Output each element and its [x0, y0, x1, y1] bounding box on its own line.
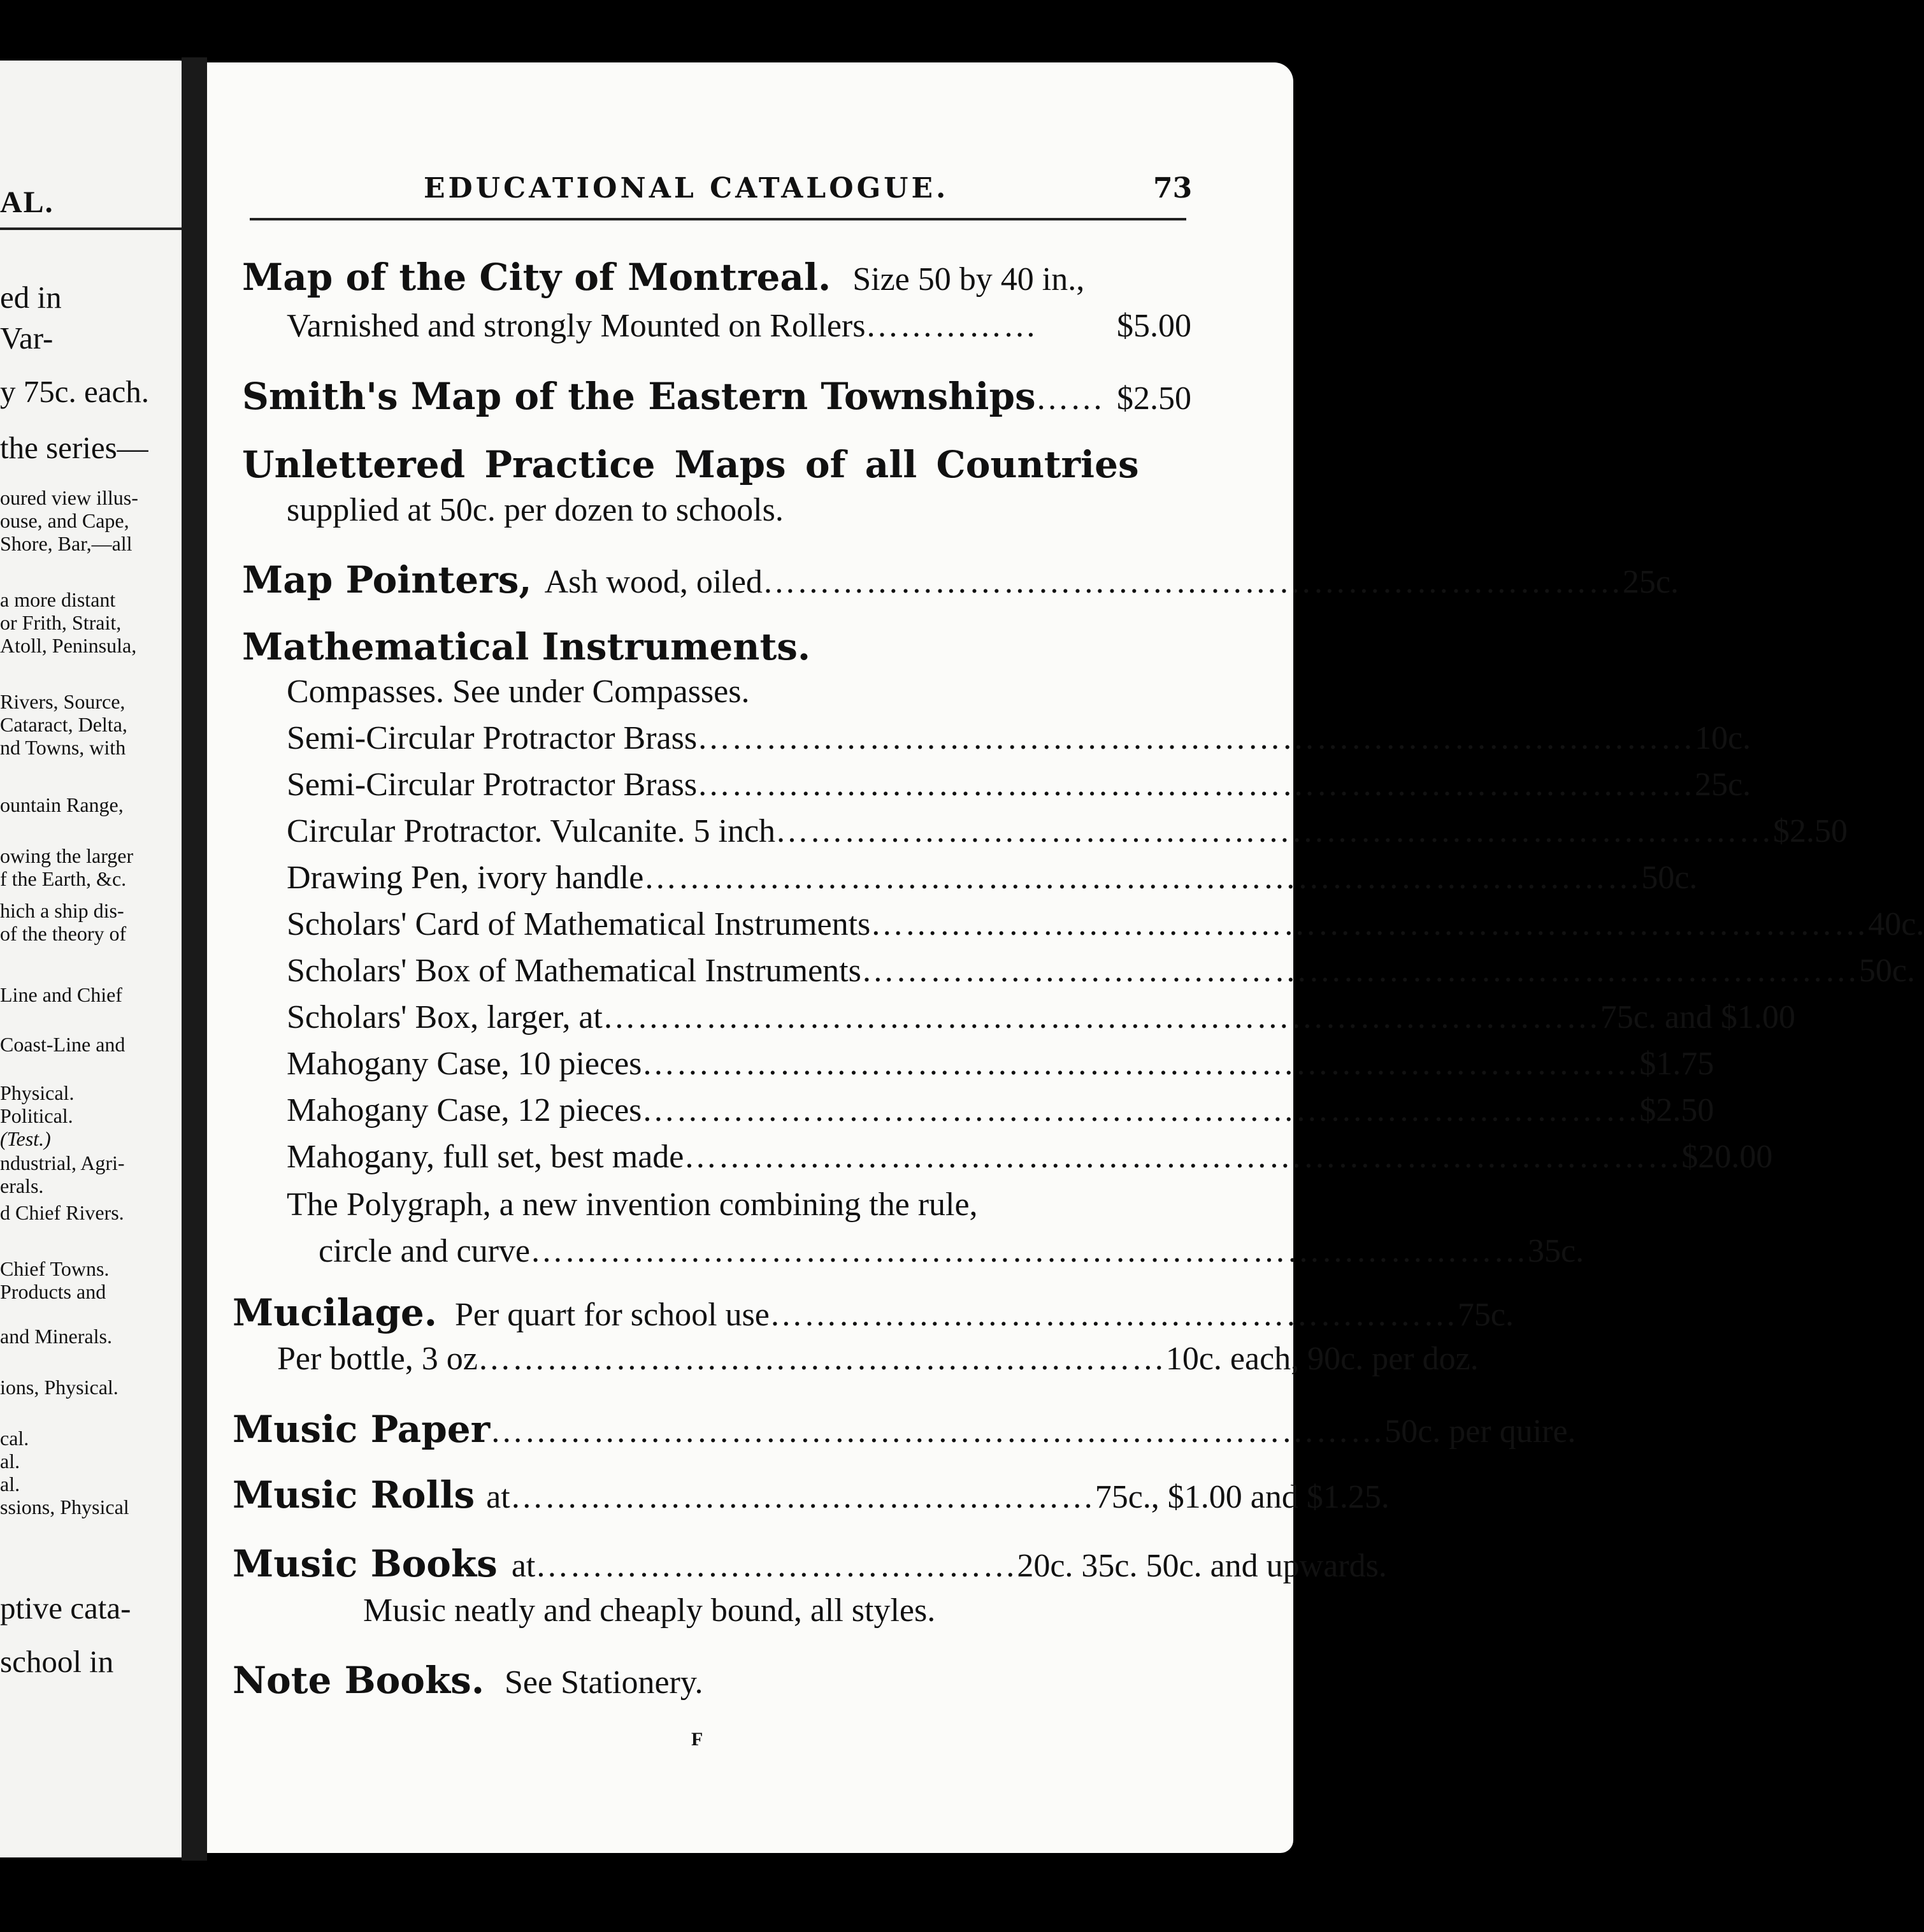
entry-price: 20c. 35c. 50c. and upwards.	[1017, 1548, 1387, 1584]
item-name: Semi-Circular Protractor Brass	[287, 767, 698, 803]
list-item	[287, 719, 1751, 757]
item-name: Scholars' Box, larger, at	[287, 999, 603, 1035]
leader-dots: ……………………………………………………………………………	[697, 720, 1695, 756]
item-price: 50c.	[1858, 953, 1915, 989]
entry-mucilage	[233, 1291, 1514, 1334]
list-item	[319, 1232, 1584, 1270]
entry-montreal-map	[242, 256, 1191, 299]
list-item	[287, 952, 1915, 990]
entry-price: $5.00	[1117, 308, 1191, 344]
list-item	[287, 1138, 1773, 1176]
leader-dots: ……………………………………………………………………………	[697, 767, 1695, 803]
left-fragment: owing the larger	[0, 844, 134, 867]
left-page-heading: AL.	[0, 185, 54, 219]
entry-heading: Smith's Map of the Eastern Townships	[242, 375, 1036, 418]
left-fragment: erals.	[0, 1174, 44, 1197]
entry-description: See Stationery.	[505, 1664, 703, 1701]
leader-dots: ……………………………………………………………………………	[642, 1092, 1640, 1128]
left-fragment: Physical.	[0, 1081, 75, 1104]
left-fragment: Products and	[0, 1280, 106, 1303]
list-item	[287, 859, 1698, 897]
left-fragment: Cataract, Delta,	[0, 713, 127, 736]
leader-dots: ……………………………………………………………………………	[530, 1233, 1528, 1269]
left-fragment: al.	[0, 1473, 20, 1496]
list-item	[287, 998, 1796, 1036]
left-page-fragment	[0, 61, 191, 1857]
entry-heading: Mucilage.	[233, 1291, 437, 1334]
item-price: $1.75	[1639, 1046, 1714, 1082]
left-fragment: or Frith, Strait,	[0, 611, 122, 634]
entry-description: Per bottle, 3 oz	[277, 1341, 478, 1377]
leader-dots: ……………………………………………………………………………	[775, 813, 1774, 849]
entry-music-paper	[233, 1408, 1576, 1451]
list-item	[287, 1092, 1714, 1129]
entry-price: 75c.	[1457, 1297, 1514, 1333]
left-fragment: d Chief Rivers.	[0, 1201, 124, 1224]
entry-heading: Map of the City of Montreal.	[242, 256, 831, 299]
left-fragment: and Minerals.	[0, 1325, 112, 1348]
entry-map-pointers	[242, 558, 1679, 602]
entry-heading: Map Pointers,	[242, 558, 532, 602]
entry-smith-map	[242, 375, 1191, 418]
item-name: Mahogany, full set, best made	[287, 1139, 684, 1175]
entry-music-books	[233, 1542, 1387, 1585]
item-price: 50c.	[1641, 860, 1698, 896]
leader-dots: ……………………………………	[535, 1548, 1017, 1584]
leader-dots: ……………………………………………	[510, 1479, 1095, 1515]
item-name: Scholars' Card of Mathematical Instruments	[287, 906, 871, 942]
book-binding-gutter	[182, 57, 207, 1861]
item-price: 40c.	[1868, 906, 1924, 942]
entry-description: Per quart for school use	[454, 1297, 770, 1333]
left-fragment: ed in	[0, 280, 62, 315]
compasses-note: Compasses. See under Compasses.	[287, 674, 750, 710]
leader-dots: ……………………………………………………	[769, 1297, 1458, 1333]
entry-size: Size 50 by 40 in.,	[852, 261, 1085, 298]
left-fragment: al.	[0, 1450, 20, 1473]
leader-dots: ……………	[865, 308, 1038, 344]
entry-heading: Music Paper	[233, 1408, 491, 1451]
leader-dots: ……………………………………………………………………………	[861, 953, 1859, 989]
left-fragment: Rivers, Source,	[0, 690, 126, 713]
entry-price: 25c.	[1622, 564, 1679, 600]
left-fragment: school in	[0, 1644, 114, 1679]
item-name: Mahogany Case, 10 pieces	[287, 1046, 642, 1082]
left-fragment: ptive cata-	[0, 1590, 131, 1626]
item-price: 35c.	[1528, 1233, 1584, 1269]
left-fragment: ouse, and Cape,	[0, 509, 129, 532]
item-price: $2.50	[1773, 813, 1848, 849]
item-price: 10c.	[1695, 720, 1751, 756]
entry-music-rolls	[233, 1473, 1389, 1517]
polygraph-description: The Polygraph, a new invention combining the rule,	[287, 1186, 978, 1223]
leader-dots: ……………………………………………………………………	[490, 1413, 1385, 1450]
entry-price: 10c. each, 90c. per doz.	[1165, 1341, 1479, 1377]
left-fragment: Coast-Line and	[0, 1033, 126, 1056]
item-name: circle and curve	[319, 1233, 531, 1269]
item-price: 25c.	[1695, 767, 1751, 803]
printer-signature-mark: F	[691, 1729, 703, 1750]
entry-description: Ash wood, oiled	[544, 564, 763, 600]
list-item	[287, 812, 1848, 850]
item-name: Semi-Circular Protractor Brass	[287, 720, 698, 756]
leader-dots: ……………………………………………………………………………	[643, 860, 1642, 896]
entry-heading: Unlettered Practice Maps of all Countries	[242, 443, 1139, 486]
entry-price: 50c. per quire.	[1384, 1413, 1576, 1450]
left-fragment: f the Earth, &c.	[0, 867, 127, 890]
left-fragment: ssions, Physical	[0, 1496, 129, 1518]
left-fragment: ndustrial, Agri-	[0, 1151, 125, 1174]
leader-dots: ……………………………………………………………………………	[602, 999, 1600, 1035]
page-number: 73	[1153, 172, 1193, 205]
entry-unlettered-detail: supplied at 50c. per dozen to schools.	[287, 492, 784, 528]
left-fragment: Atoll, Peninsula,	[0, 634, 137, 657]
item-price: 75c. and $1.00	[1600, 999, 1796, 1035]
left-fragment: oured view illus-	[0, 486, 138, 509]
left-fragment: y 75c. each.	[0, 374, 149, 409]
left-fragment: Line and Chief	[0, 983, 122, 1006]
entry-description: Varnished and strongly Mounted on Rollers	[287, 308, 866, 344]
entry-note-books	[233, 1659, 703, 1702]
left-fragment: (Test.)	[0, 1127, 51, 1150]
list-item	[287, 905, 1924, 943]
left-fragment: Var-	[0, 321, 54, 356]
left-fragment: ions, Physical.	[0, 1376, 118, 1399]
entry-heading: Note Books.	[233, 1659, 485, 1702]
leader-dots: ……	[1035, 380, 1105, 417]
entry-heading: Music Rolls	[233, 1473, 475, 1517]
left-fragment: Political.	[0, 1104, 73, 1127]
left-fragment: hich a ship dis-	[0, 899, 124, 922]
left-fragment: of the theory of	[0, 922, 127, 945]
leader-dots: ……………………………………………………………………………	[870, 906, 1869, 942]
left-fragment: a more distant	[0, 588, 116, 611]
list-item	[287, 766, 1751, 804]
leader-dots: ……………………………………………………………………………	[642, 1046, 1640, 1082]
entry-description: at	[486, 1479, 510, 1515]
entry-price: $2.50	[1117, 380, 1191, 417]
entry-mucilage-bottle	[277, 1340, 1479, 1378]
left-fragment: Shore, Bar,—all	[0, 532, 133, 555]
running-header: EDUCATIONAL CATALOGUE.	[424, 172, 949, 205]
left-fragment: the series—	[0, 430, 148, 465]
left-fragment: nd Towns, with	[0, 736, 126, 759]
item-name: Circular Protractor. Vulcanite. 5 inch	[287, 813, 776, 849]
music-books-note: Music neatly and cheaply bound, all styles.	[363, 1592, 936, 1629]
entry-heading: Music Books	[233, 1542, 498, 1585]
entry-mathematical-instruments: Mathematical Instruments.	[242, 625, 811, 668]
leader-dots: ……………………………………………………	[477, 1341, 1166, 1377]
catalogue-page	[207, 62, 1924, 1853]
entry-montreal-detail	[287, 307, 1191, 345]
left-fragment: ountain Range,	[0, 793, 124, 816]
leader-dots: ……………………………………………………………………………	[684, 1139, 1682, 1175]
entry-price: 75c., $1.00 and $1.25.	[1095, 1479, 1389, 1515]
left-header-rule	[0, 227, 185, 230]
item-price: $2.50	[1639, 1092, 1714, 1128]
entry-unlettered-maps	[242, 443, 1139, 486]
left-fragment: cal.	[0, 1427, 29, 1450]
left-fragment: Chief Towns.	[0, 1257, 110, 1280]
entry-description: at	[511, 1548, 536, 1584]
header-rule	[250, 218, 1186, 220]
list-item	[287, 1045, 1714, 1083]
item-name: Drawing Pen, ivory handle	[287, 860, 644, 896]
leader-dots: …………………………………………………………………	[762, 564, 1623, 600]
item-name: Scholars' Box of Mathematical Instruments	[287, 953, 861, 989]
item-price: $20.00	[1681, 1139, 1773, 1175]
item-name: Mahogany Case, 12 pieces	[287, 1092, 642, 1128]
